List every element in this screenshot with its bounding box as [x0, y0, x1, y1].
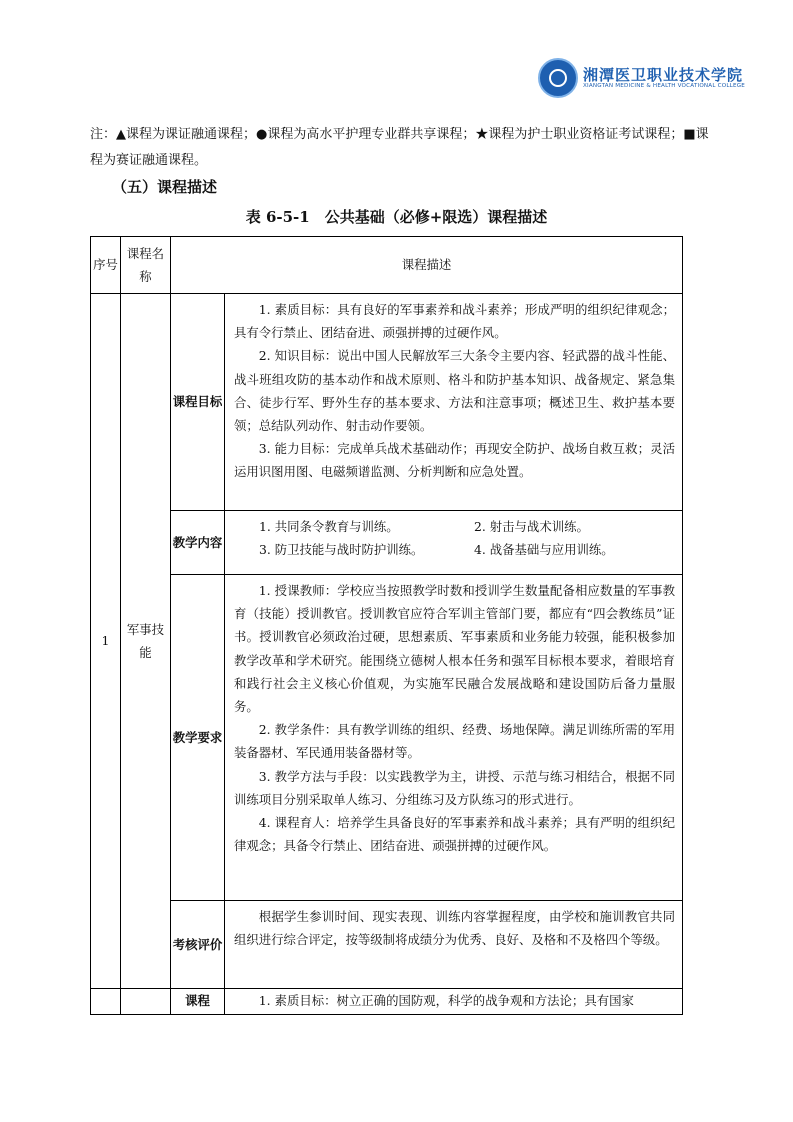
table-row — [91, 901, 683, 989]
goal-text-next: 1. 素质目标：树立正确的国防观，科学的战争观和方法论；具有国家 — [225, 989, 683, 1015]
evaluation-label: 考核评价 — [171, 901, 225, 989]
table-caption: 表 6-5-1 公共基础（必修+限选）课程描述 — [245, 208, 548, 226]
header-course-desc: 课程描述 — [171, 237, 683, 294]
goal-label: 课程目标 — [171, 294, 225, 511]
evaluation-text: 根据学生参训时间、现实表现、训练内容掌握程度，由学校和施训教官共同组织进行综合评定，按等级制将成绩分为优秀、良好、及格和不及格四个等级。 — [225, 901, 683, 989]
course-name-empty — [121, 989, 171, 1015]
course-number-empty — [91, 989, 121, 1015]
course-name: 军事技能 — [121, 294, 171, 989]
course-number: 1 — [91, 294, 121, 989]
goal-text: 1. 素质目标：具有良好的军事素养和战斗素养；形成严明的组织纪律观念；具有令行禁止、团结奋进、顽强拼搏的过硬作风。 2. 知识目标：说出中国人民解放军三大条令主要内容、轻武器的战斗性能、战斗班组攻防的基本动作和战术原则、格斗和防护基本知识、战备规定、紧急集合、徒步行军、野外生存的基本要求、方法和注意事项；概述卫生、救护基本要领；总结队列动作、射击动作要领。 3. 能力目标：完成单兵战术基础动作；再现安全防护、战场自救互救；灵活运用识图用图、电磁频谱监测、分析判断和应急处置。 — [225, 294, 683, 511]
header-no: 序号 — [91, 237, 121, 294]
goal-label-next: 课程 — [171, 989, 225, 1015]
table-row — [91, 575, 683, 901]
requirement-label: 教学要求 — [171, 575, 225, 901]
requirement-text: 1. 授课教师：学校应当按照教学时数和授训学生数量配备相应数量的军事教育（技能）授训教官。授训教官应符合军训主管部门要，都应有“四会教练员”证书。授训教官必须政治过硬，思想素质、军事素质和业务能力较强，能积极参加教学改革和学术研究。能围绕立德树人根本任务和强军目标根本要求，着眼培育和践行社会主义核心价值观，为实施军民融合发展战略和建设国防后备力量服务。 2. 教学条件：具有教学训练的组织、经费、场地保障。满足训练所需的军用装备器材、军民通用装备器材等。 3. 教学方法与手段：以实践教学为主，讲授、示范与练习相结合，根据不同训练项目分别采取单人练习、分组练习及方队练习的形式进行。 4. 课程育人：培养学生具备良好的军事素养和战斗素养；具有严明的组织纪律观念；具备令行禁止、团结奋进、顽强拼搏的过硬作风。 — [225, 575, 683, 901]
college-seal-icon — [538, 58, 578, 98]
table-row — [91, 511, 683, 575]
course-description-table — [90, 236, 683, 1015]
table-row — [91, 989, 683, 1015]
table-row — [91, 294, 683, 511]
header-course-name: 课程名称 — [121, 237, 171, 294]
college-logo — [538, 58, 745, 100]
logo-english-name: XIANGTAN MEDICINE & HEALTH VOCATIONAL COLLEGE — [583, 83, 745, 89]
table-header-row — [91, 237, 683, 294]
content-text: 1. 共同条令教育与训练。 2. 射击与战术训练。 3. 防卫技能与战时防护训练。 4. 战备基础与应用训练。 — [225, 511, 683, 575]
legend-note: 注：▲课程为课证融通课程；●课程为高水平护理专业群共享课程；★课程为护士职业资格证考试课程；■课程为赛证融通课程。 — [90, 127, 709, 168]
content-label: 教学内容 — [171, 511, 225, 575]
section-title: （五）课程描述 — [112, 178, 218, 196]
logo-chinese-name: 湘潭医卫职业技术学院 — [583, 66, 744, 84]
